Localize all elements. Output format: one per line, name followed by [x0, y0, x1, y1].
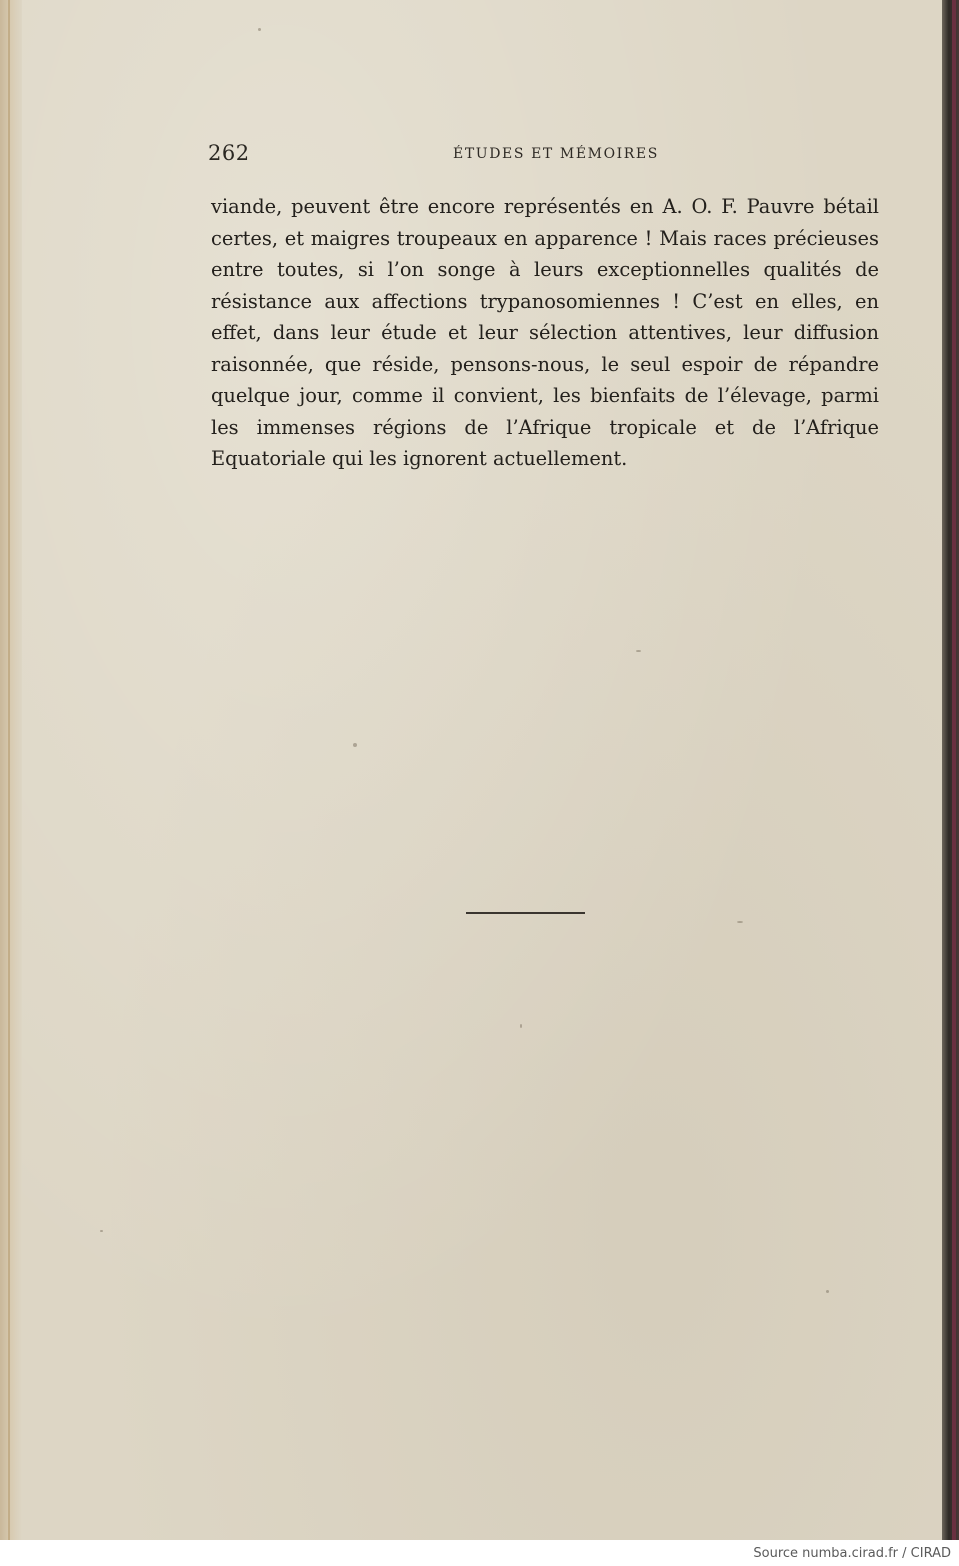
paper-speck — [258, 28, 261, 31]
body-paragraph: viande, peuvent être encore représentés en A. O. F. Pauvre bétail certes, et maigres troupeaux en apparence ! Mais races précieuses entre toutes, si l’on songe à leurs exceptionnelles qualités de résistance aux affections trypanosomiennes ! C’est en elles, en effet, dans leur étude et leur sélection attentives, leur diffusion raisonnée, que réside, pensons-nous, le seul espoir de répandre quelque jour, comme il convient, les bienfaits de l’élevage, parmi les immenses régions de l’Afrique tropicale et de l’Afrique Equatoriale qui les ignorent actuellement. — [211, 195, 879, 470]
paper-speck — [636, 650, 641, 652]
page-header — [208, 141, 884, 171]
page-number: 262 — [208, 141, 250, 165]
paper-speck — [100, 1230, 103, 1232]
page-left-edge — [0, 0, 22, 1540]
running-head: ÉTUDES ET MÉMOIRES — [453, 146, 659, 162]
page-edge-line — [8, 0, 10, 1540]
binding-accent — [952, 0, 956, 1540]
section-end-rule — [466, 912, 585, 914]
paper-speck — [520, 1024, 522, 1028]
body-text — [211, 191, 879, 475]
source-credit: Source numba.cirad.fr / CIRAD — [753, 1546, 951, 1561]
paper-speck — [826, 1290, 829, 1293]
paper-speck — [353, 743, 357, 747]
paper-speck — [737, 921, 743, 923]
book-binding — [942, 0, 959, 1540]
